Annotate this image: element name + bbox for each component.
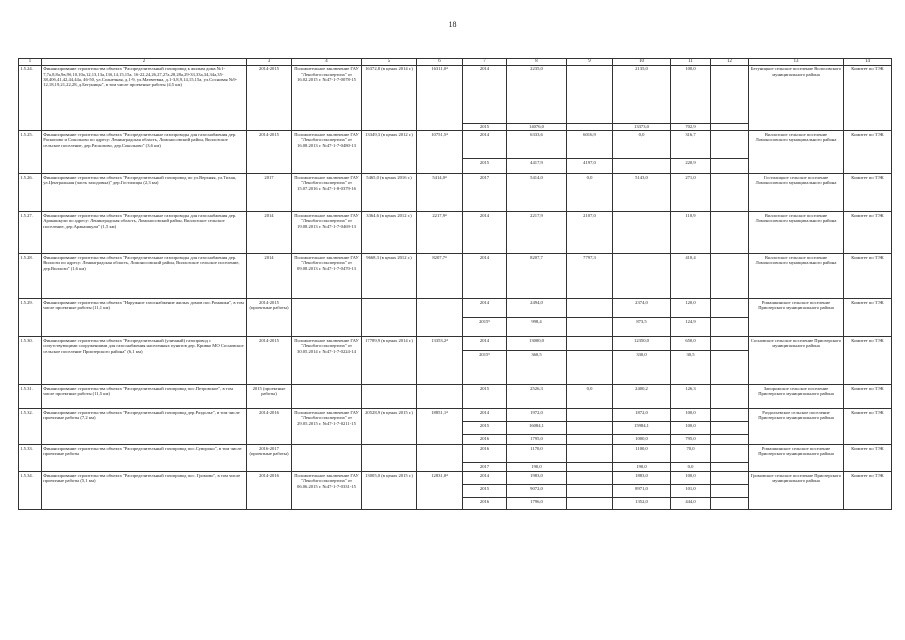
- funding-total: 4417,9: [507, 159, 567, 174]
- table-row: [19, 445, 892, 463]
- column-number: 8: [507, 59, 567, 66]
- recipient-municipality: Сосновское сельское поселение Приозерского муниципального района: [749, 337, 844, 385]
- funding-federal: [567, 498, 613, 510]
- implementation-period: 2014-2016: [247, 472, 292, 510]
- recipient-municipality: Виллозское сельское поселение Ломоносовского муниципального района: [749, 131, 844, 174]
- funding-regional: 13373,0: [613, 123, 671, 131]
- funding-federal: [567, 65, 613, 123]
- recipient-municipality: Бегуницкое сельское поселение Волосовского муниципального района: [749, 65, 844, 131]
- funding-total: 1170,0: [507, 445, 567, 463]
- funding-local: 0,0: [671, 463, 711, 472]
- estimated-cost: 13349,3 (в ценах 2012 г.): [362, 131, 417, 174]
- table-row: [19, 254, 892, 299]
- financing-table: [18, 58, 892, 510]
- funding-federal: [567, 299, 613, 318]
- implementation-period: 2015 (проектные работы): [247, 385, 292, 409]
- expertise-conclusion: Положительное заключение ГАУ "Леноблгосэкспертиза" от 16.08.2013 г. №47-1-7-0480-13: [292, 131, 362, 174]
- funding-local: 444,0: [671, 498, 711, 510]
- funding-federal: 0,0: [567, 174, 613, 212]
- funding-federal: [567, 337, 613, 351]
- funding-total: 1972,0: [507, 409, 567, 422]
- funding-total: 13000,0: [507, 337, 567, 351]
- cost-total: [417, 445, 463, 472]
- funding-federal: [567, 422, 613, 435]
- expertise-conclusion: Положительное заключение ГАУ "Леноблгосэкспертиза" от 16.02.2015 г. №47-1-7-0078-15: [292, 65, 362, 131]
- responsible-executor: Комитет по ТЭК: [844, 131, 892, 174]
- implementation-period: 2014-2015: [247, 65, 292, 131]
- row-number: 1.5.28.: [19, 254, 42, 299]
- expertise-conclusion: Положительное заключение ГАУ "Леноблгосэкспертиза" от 29.05.2015 г. №47-1-7-0211-15: [292, 409, 362, 445]
- object-description: Финансирование строительства объекта "Наружное газоснабжение жилых домов пос.Ромашки", в том числе проектные работы (11,1 км): [42, 299, 247, 337]
- funding-regional: 1000,0: [613, 435, 671, 445]
- object-description: Финансирование строительства объекта "Распределительные газопроводы для газоснабжения дер. Аракашкули по адресу: Ленинградская область, Ломоносовский район, Виллозское сельское поселение, дер.Аракашкули" (1,5 км): [42, 212, 247, 254]
- funding-local: 100,0: [671, 472, 711, 485]
- table-row: [19, 65, 892, 123]
- responsible-executor: Комитет по ТЭК: [844, 212, 892, 254]
- table-row: [19, 472, 892, 485]
- expertise-conclusion: Положительное заключение ГАУ "Леноблгосэкспертиза" от 09.08.2013 г. №47-1-7-0470-13: [292, 254, 362, 299]
- object-description: Финансирование строительства объекта "Распределительный газопровод по ул.Верхняя, ул.Тихая, ул.Центральная (часть заходовыа)" дер.Гостилицы (2,3 км): [42, 174, 247, 212]
- expertise-conclusion: [292, 445, 362, 472]
- expertise-conclusion: Положительное заключение ГАУ "Леноблгосэкспертиза" от 30.05.2014 г. №47-1-7-0224-14: [292, 337, 362, 385]
- column-number: 1: [19, 59, 42, 66]
- funding-local: 110,9: [671, 212, 711, 254]
- funding-total: 6333,6: [507, 131, 567, 159]
- funding-regional: 1100,0: [613, 445, 671, 463]
- column-number: 10: [613, 59, 671, 66]
- funding-federal: [567, 351, 613, 385]
- implementation-period: 2014: [247, 212, 292, 254]
- funding-federal: 4197,0: [567, 159, 613, 174]
- funding-regional: 2135,0: [613, 65, 671, 123]
- expertise-conclusion: [292, 299, 362, 337]
- expertise-conclusion: Положительное заключение ГАУ "Леноблгосэкспертиза" от 15.07.2016 г. №47-1-8-0379-16: [292, 174, 362, 212]
- funding-local: 124,9: [671, 318, 711, 337]
- funding-other: [711, 422, 749, 435]
- funding-federal: [567, 123, 613, 131]
- estimated-cost: 13005,0 (в ценах 2015 г.): [362, 472, 417, 510]
- funding-local: 220,9: [671, 159, 711, 174]
- recipient-municipality: Громовское сельское поселение Приозерского муниципального района: [749, 472, 844, 510]
- funding-other: [711, 409, 749, 422]
- column-number: 9: [567, 59, 613, 66]
- funding-local: 271,0: [671, 174, 711, 212]
- funding-other: [711, 174, 749, 212]
- funding-regional: 0,0: [613, 131, 671, 159]
- row-number: 1.5.33.: [19, 445, 42, 472]
- column-number: 2: [42, 59, 247, 66]
- expertise-conclusion: Положительное заключение ГАУ "Леноблгосэкспертиза" от 19.08.2013 г. №47-1-7-0469-13: [292, 212, 362, 254]
- funding-year: 2014: [463, 472, 507, 485]
- funding-federal: [567, 435, 613, 445]
- funding-total: 1983,0: [507, 472, 567, 485]
- funding-federal: [567, 485, 613, 498]
- funding-other: [711, 123, 749, 131]
- funding-federal: [567, 472, 613, 485]
- funding-federal: 7797,3: [567, 254, 613, 299]
- funding-federal: [567, 409, 613, 422]
- funding-year: 2014: [463, 409, 507, 422]
- funding-local: 120,0: [671, 299, 711, 318]
- funding-total: 16084,1: [507, 422, 567, 435]
- cost-total: 18851,1⁴: [417, 409, 463, 445]
- object-description: Финансирование строительства объекта "Распределительный газопровод пос.Сувороно", в том числе проектные работы: [42, 445, 247, 472]
- funding-total: 2235,0: [507, 65, 567, 123]
- funding-total: 5414,0: [507, 174, 567, 212]
- funding-local: 126,3: [671, 385, 711, 409]
- funding-other: [711, 351, 749, 385]
- column-number: 13: [749, 59, 844, 66]
- cost-total: 10751,5⁴: [417, 131, 463, 174]
- funding-local: 70,0: [671, 445, 711, 463]
- row-number: 1.5.27.: [19, 212, 42, 254]
- funding-other: [711, 254, 749, 299]
- funding-local: 101,0: [671, 485, 711, 498]
- cost-total: 12831,0⁴: [417, 472, 463, 510]
- funding-year: 2015: [463, 422, 507, 435]
- funding-regional: 1872,0: [613, 409, 671, 422]
- estimated-cost: 3364,6 (в ценах 2012 г.): [362, 212, 417, 254]
- funding-local: 650,0: [671, 337, 711, 351]
- implementation-period: 2014: [247, 254, 292, 299]
- funding-year: 2015: [463, 159, 507, 174]
- funding-federal: 0,0: [567, 385, 613, 409]
- funding-total: 190,0: [507, 463, 567, 472]
- responsible-executor: Комитет по ТЭК: [844, 337, 892, 385]
- funding-federal: 2107,0: [567, 212, 613, 254]
- expertise-conclusion: Положительное заключение ГАУ "Леноблгосэкспертиза" от 06.06.2015 г. №47-1-7-0331-15: [292, 472, 362, 510]
- funding-total: 360,5: [507, 351, 567, 385]
- funding-other: [711, 445, 749, 463]
- object-description: Финансирование строительства объекта "Распределительный газопровод дер.Раздолье", в том числе проектные работы (7,2 км): [42, 409, 247, 445]
- object-description: Финансирование строительства объекта "Распределительные газопроводы для газоснабжения дер. Виллози по адресу: Ленинградская область, Ломоносовский район, Виллозское сельское поселение, дер.Виллози" (1,6 км): [42, 254, 247, 299]
- responsible-executor: Комитет по ТЭК: [844, 254, 892, 299]
- responsible-executor: Комитет по ТЭК: [844, 472, 892, 510]
- recipient-municipality: Раздольевское сельское поселение Приозерского муниципального района: [749, 409, 844, 445]
- recipient-municipality: Запорожское сельское поселение Приозерского муниципального района: [749, 385, 844, 409]
- table-row: [19, 385, 892, 409]
- funding-total: 2217,9: [507, 212, 567, 254]
- funding-other: [711, 435, 749, 445]
- funding-other: [711, 131, 749, 159]
- funding-year: 2015: [463, 123, 507, 131]
- estimated-cost: [362, 299, 417, 337]
- funding-year: 2016: [463, 435, 507, 445]
- column-numbers-row: [19, 59, 892, 66]
- cost-total: 2217,9⁴: [417, 212, 463, 254]
- funding-other: [711, 472, 749, 485]
- funding-other: [711, 65, 749, 123]
- funding-other: [711, 485, 749, 498]
- estimated-cost: [362, 385, 417, 409]
- implementation-period: 2014-2016: [247, 409, 292, 445]
- cost-total: [417, 299, 463, 337]
- funding-year: 2016: [463, 498, 507, 510]
- column-number: 5: [362, 59, 417, 66]
- object-description: Финансирование строительства объекта "Распределительные газопроводы для газоснабжения дер. Раскопово и Сокольово по адресу: Ленинградская область, Ломоносовский район, Виллозское сельское поселение, дер.Раскопово, дер.Сокольово" (3,6 км): [42, 131, 247, 174]
- estimated-cost: 17789,9 (в ценах 2014 г.): [362, 337, 417, 385]
- funding-regional: 873,5: [613, 318, 671, 337]
- table-row: [19, 337, 892, 351]
- recipient-municipality: Виллозское сельское поселение Ломоносовского муниципального района: [749, 254, 844, 299]
- funding-other: [711, 299, 749, 318]
- column-number: 4: [292, 59, 362, 66]
- responsible-executor: Комитет по ТЭК: [844, 65, 892, 131]
- row-number: 1.5.26.: [19, 174, 42, 212]
- funding-year: 2014: [463, 131, 507, 159]
- recipient-municipality: Ромашкинское сельское поселение Приозерского муниципального района: [749, 299, 844, 337]
- expertise-conclusion: [292, 385, 362, 409]
- responsible-executor: Комитет по ТЭК: [844, 174, 892, 212]
- estimated-cost: 9668,3 (в ценах 2012 г.): [362, 254, 417, 299]
- responsible-executor: Комитет по ТЭК: [844, 409, 892, 445]
- funding-total: 2526,3: [507, 385, 567, 409]
- funding-local: 410,4: [671, 254, 711, 299]
- funding-year: 2014: [463, 254, 507, 299]
- implementation-period: 2014-2015: [247, 337, 292, 385]
- funding-regional: 8971,0: [613, 485, 671, 498]
- estimated-cost: 16372,8 (в ценах 2014 г.): [362, 65, 417, 131]
- funding-year: 2014: [463, 65, 507, 123]
- row-number: 1.5.31.: [19, 385, 42, 409]
- recipient-municipality: Гостилицкое сельское поселение Ломоносовского муниципального района: [749, 174, 844, 212]
- table-row: [19, 409, 892, 422]
- object-description: Финансирование строительства объекта "Распределительный (уличный) газопровод с сопутствующими сооружениями для газоснабжения населенных пунктов дер. Кривко МО Сосновское сельское поселение Приозерского района" (6,1 км): [42, 337, 247, 385]
- funding-other: [711, 337, 749, 351]
- funding-local: 702,9: [671, 123, 711, 131]
- funding-regional: 15984,1: [613, 422, 671, 435]
- row-number: 1.5.29.: [19, 299, 42, 337]
- estimated-cost: 5465,0 (в ценах 2016 г.): [362, 174, 417, 212]
- table-row: [19, 299, 892, 318]
- responsible-executor: Комитет по ТЭК: [844, 445, 892, 472]
- funding-regional: 2374,0: [613, 299, 671, 318]
- funding-year: 2015: [463, 485, 507, 498]
- funding-year: 2015: [463, 385, 507, 409]
- funding-local: 316,7: [671, 131, 711, 159]
- funding-local: 100,0: [671, 422, 711, 435]
- implementation-period: 2016-2017 (проектные работы): [247, 445, 292, 472]
- funding-total: 998,4: [507, 318, 567, 337]
- funding-regional: 1352,0: [613, 498, 671, 510]
- row-number: 1.5.32.: [19, 409, 42, 445]
- funding-other: [711, 212, 749, 254]
- funding-total: 1796,0: [507, 498, 567, 510]
- funding-year: 2017: [463, 463, 507, 472]
- funding-federal: [567, 463, 613, 472]
- funding-regional: [613, 254, 671, 299]
- funding-federal: 6016,9: [567, 131, 613, 159]
- funding-total: 1795,0: [507, 435, 567, 445]
- table-row: [19, 174, 892, 212]
- funding-federal: [567, 445, 613, 463]
- cost-total: [417, 385, 463, 409]
- cost-total: 8207,7⁴: [417, 254, 463, 299]
- funding-regional: [613, 159, 671, 174]
- funding-year: 2014: [463, 337, 507, 351]
- recipient-municipality: Виллозское сельское поселение Ломоносовского муниципального района: [749, 212, 844, 254]
- funding-federal: [567, 318, 613, 337]
- cost-total: 16311,0⁴: [417, 65, 463, 131]
- funding-year: 2015⁵: [463, 318, 507, 337]
- implementation-period: 2017: [247, 174, 292, 212]
- object-description: Финансирование строительства объекта "Распределительный газопровод пос. Громово", в том числе проектные работы (5,1 км): [42, 472, 247, 510]
- funding-other: [711, 159, 749, 174]
- funding-local: 795,0: [671, 435, 711, 445]
- funding-total: 14076,0: [507, 123, 567, 131]
- responsible-executor: Комитет по ТЭК: [844, 299, 892, 337]
- column-number: 3: [247, 59, 292, 66]
- implementation-period: 2014-2015: [247, 131, 292, 174]
- estimated-cost: 20528,9 (в ценах 2015 г.): [362, 409, 417, 445]
- column-number: 11: [671, 59, 711, 66]
- funding-total: 9072,0: [507, 485, 567, 498]
- row-number: 1.5.25.: [19, 131, 42, 174]
- funding-regional: 330,0: [613, 351, 671, 385]
- object-description: Финансирование строительства объекта "Распределительный газопровод пос.Петровское", в том числе проектные работы (11,5 км): [42, 385, 247, 409]
- funding-other: [711, 318, 749, 337]
- funding-other: [711, 498, 749, 510]
- table-row: [19, 212, 892, 254]
- estimated-cost: [362, 445, 417, 472]
- implementation-period: 2014-2015 (проектные работы): [247, 299, 292, 337]
- funding-other: [711, 385, 749, 409]
- column-number: 12: [711, 59, 749, 66]
- funding-year: 2017: [463, 174, 507, 212]
- funding-regional: 12350,0: [613, 337, 671, 351]
- funding-other: [711, 463, 749, 472]
- recipient-municipality: Ромашкинское сельское поселение Приозерского муниципального района: [749, 445, 844, 472]
- column-number: 7: [463, 59, 507, 66]
- funding-year: 2015⁵: [463, 351, 507, 385]
- funding-local: 30,5: [671, 351, 711, 385]
- cost-total: 13353,2⁴: [417, 337, 463, 385]
- table-row: [19, 131, 892, 159]
- funding-local: 100,0: [671, 65, 711, 123]
- funding-total: 2494,0: [507, 299, 567, 318]
- funding-regional: 1883,0: [613, 472, 671, 485]
- funding-year: 2014: [463, 299, 507, 318]
- funding-year: 2016: [463, 445, 507, 463]
- funding-total: 8207,7: [507, 254, 567, 299]
- funding-regional: 190,0: [613, 463, 671, 472]
- responsible-executor: Комитет по ТЭК: [844, 385, 892, 409]
- row-number: 1.5.30.: [19, 337, 42, 385]
- funding-regional: 5143,0: [613, 174, 671, 212]
- funding-regional: [613, 212, 671, 254]
- funding-year: 2014: [463, 212, 507, 254]
- column-number: 14: [844, 59, 892, 66]
- column-number: 6: [417, 59, 463, 66]
- cost-total: 5414,0⁴: [417, 174, 463, 212]
- funding-local: 100,0: [671, 409, 711, 422]
- funding-regional: 2400,2: [613, 385, 671, 409]
- page-number: 18: [448, 20, 457, 29]
- object-description: Финансирование строительства объекта "Распределительный газопровод к жилым дома №1-7,7а,8,8а,9в,9б,10,10а,12,13,13а,13б,14,15,15а, 16-22,24,26,27,27а,28,28а,29-33,33а,34,34а,35-38,40б,41,42,44,44а, 46-50, ул.Солнечная, д.1-9, ул.Матвеевна, д.1-3,8,9,14,15,15а, ул.Сосновая №9-12,18,19,21,22,28, д.Бегуницы", в том числе проектные работы (4,5 км): [42, 65, 247, 131]
- row-number: 1.5.34.: [19, 472, 42, 510]
- row-number: 1.5.24.: [19, 65, 42, 131]
